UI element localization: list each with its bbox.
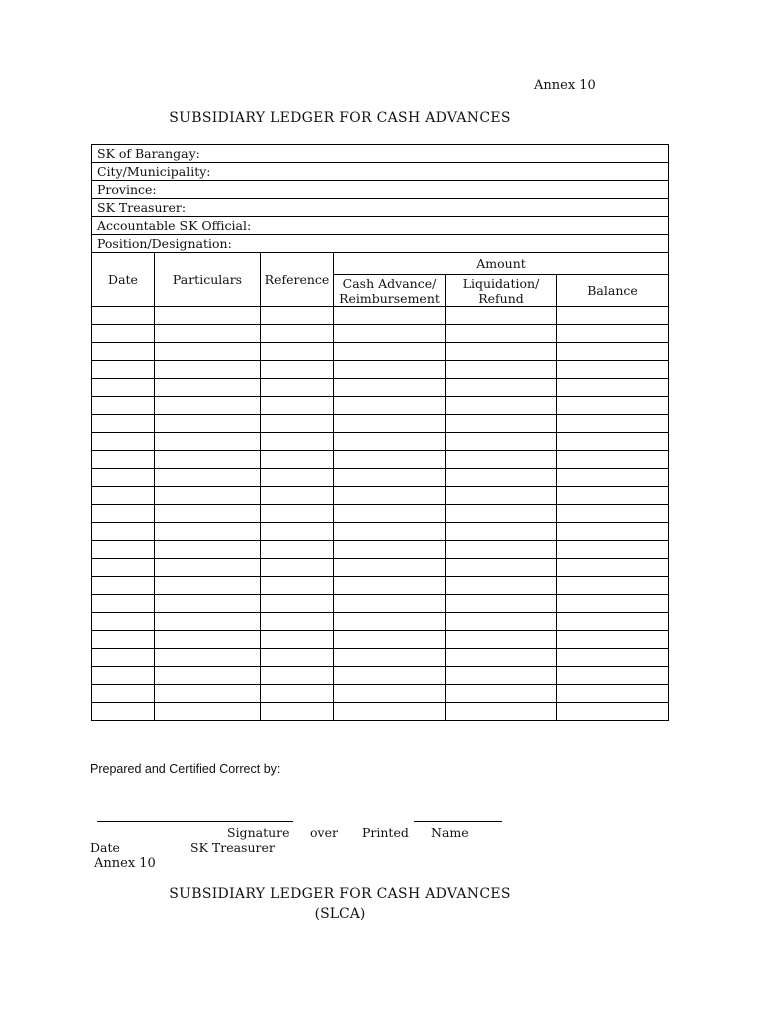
cell-date[interactable] xyxy=(92,415,155,433)
cell-date[interactable] xyxy=(92,451,155,469)
col-header-cash-advance xyxy=(334,275,446,307)
signature-label: Signature xyxy=(227,825,290,840)
col-header-balance: Balance xyxy=(557,275,669,307)
cell-particulars[interactable] xyxy=(155,613,261,631)
page-title-bottom: SUBSIDIARY LEDGER FOR CASH ADVANCES xyxy=(169,886,511,902)
cell-cash-advance[interactable] xyxy=(334,505,446,523)
cell-particulars[interactable] xyxy=(155,307,261,325)
table-row xyxy=(92,307,669,325)
col-header-particulars: Particulars xyxy=(155,253,261,307)
cell-reference[interactable] xyxy=(261,577,334,595)
cell-balance[interactable] xyxy=(557,433,669,451)
cell-date[interactable] xyxy=(92,523,155,541)
cell-liquidation[interactable] xyxy=(446,469,557,487)
cell-cash-advance[interactable] xyxy=(334,559,446,577)
cell-date[interactable] xyxy=(92,379,155,397)
info-row-treasurer xyxy=(92,199,669,217)
cell-cash-advance[interactable] xyxy=(334,397,446,415)
table-row xyxy=(92,343,669,361)
cell-cash-advance[interactable] xyxy=(334,307,446,325)
header-row-1 xyxy=(92,253,669,275)
cell-balance[interactable] xyxy=(557,379,669,397)
info-row-barangay xyxy=(92,145,669,163)
cell-reference[interactable] xyxy=(261,343,334,361)
cell-reference[interactable] xyxy=(261,649,334,667)
cell-cash-advance[interactable] xyxy=(334,343,446,361)
table-row xyxy=(92,469,669,487)
cell-liquidation[interactable] xyxy=(446,703,557,721)
cell-particulars[interactable] xyxy=(155,505,261,523)
cell-date[interactable] xyxy=(92,595,155,613)
cell-date[interactable] xyxy=(92,469,155,487)
page-subtitle-bottom: (SLCA) xyxy=(314,906,366,922)
cell-date[interactable] xyxy=(92,613,155,631)
col-group-amount: Amount xyxy=(334,253,669,275)
cell-particulars[interactable] xyxy=(155,667,261,685)
cell-cash-advance[interactable] xyxy=(334,541,446,559)
cell-cash-advance[interactable] xyxy=(334,379,446,397)
cell-cash-advance[interactable] xyxy=(334,613,446,631)
cell-reference[interactable] xyxy=(261,523,334,541)
cell-particulars[interactable] xyxy=(155,541,261,559)
cell-liquidation[interactable] xyxy=(446,307,557,325)
cell-particulars[interactable] xyxy=(155,433,261,451)
info-row-position xyxy=(92,235,669,253)
date-label: Date xyxy=(90,840,120,855)
cell-balance[interactable] xyxy=(557,469,669,487)
date-line xyxy=(414,811,502,822)
cell-cash-advance[interactable] xyxy=(334,361,446,379)
cell-liquidation[interactable] xyxy=(446,379,557,397)
info-label-city[interactable]: City/Municipality: xyxy=(92,163,669,181)
info-label-treasurer[interactable]: SK Treasurer: xyxy=(92,199,669,217)
cell-reference[interactable] xyxy=(261,469,334,487)
cell-particulars[interactable] xyxy=(155,703,261,721)
table-row xyxy=(92,379,669,397)
cell-particulars[interactable] xyxy=(155,451,261,469)
table-row xyxy=(92,577,669,595)
table-row xyxy=(92,595,669,613)
col-header-liquidation xyxy=(446,275,557,307)
cell-date[interactable] xyxy=(92,667,155,685)
cell-liquidation[interactable] xyxy=(446,487,557,505)
cell-balance[interactable] xyxy=(557,595,669,613)
table-row xyxy=(92,541,669,559)
cell-balance[interactable] xyxy=(557,505,669,523)
cell-particulars[interactable] xyxy=(155,415,261,433)
sk-treasurer-label: SK Treasurer xyxy=(190,840,275,855)
cell-balance[interactable] xyxy=(557,361,669,379)
cell-liquidation[interactable] xyxy=(446,325,557,343)
name-label: Name xyxy=(431,825,469,840)
cell-liquidation[interactable] xyxy=(446,613,557,631)
cell-particulars[interactable] xyxy=(155,487,261,505)
table-row xyxy=(92,559,669,577)
cell-particulars[interactable] xyxy=(155,397,261,415)
cell-particulars[interactable] xyxy=(155,361,261,379)
cell-balance[interactable] xyxy=(557,451,669,469)
cell-balance[interactable] xyxy=(557,541,669,559)
cell-particulars[interactable] xyxy=(155,649,261,667)
cell-balance[interactable] xyxy=(557,523,669,541)
table-row xyxy=(92,523,669,541)
table-row xyxy=(92,397,669,415)
cell-liquidation[interactable] xyxy=(446,451,557,469)
cash-advance-line1: Cash Advance/ xyxy=(342,275,437,291)
table-row xyxy=(92,487,669,505)
table-row xyxy=(92,613,669,631)
cell-balance[interactable] xyxy=(557,631,669,649)
cell-liquidation[interactable] xyxy=(446,667,557,685)
cell-balance[interactable] xyxy=(557,559,669,577)
cell-cash-advance[interactable] xyxy=(334,667,446,685)
cell-liquidation[interactable] xyxy=(446,541,557,559)
cell-cash-advance[interactable] xyxy=(334,523,446,541)
cell-cash-advance[interactable] xyxy=(334,451,446,469)
cell-reference[interactable] xyxy=(261,667,334,685)
cell-cash-advance[interactable] xyxy=(334,325,446,343)
cell-particulars[interactable] xyxy=(155,523,261,541)
cell-particulars[interactable] xyxy=(155,469,261,487)
page-title xyxy=(0,110,680,126)
cell-date[interactable] xyxy=(92,685,155,703)
annex-label: Annex 10 xyxy=(534,78,596,93)
cell-reference[interactable] xyxy=(261,613,334,631)
table-row xyxy=(92,451,669,469)
table-row xyxy=(92,361,669,379)
cell-particulars[interactable] xyxy=(155,685,261,703)
cell-reference[interactable] xyxy=(261,451,334,469)
cell-date[interactable] xyxy=(92,361,155,379)
cell-particulars[interactable] xyxy=(155,559,261,577)
info-row-city xyxy=(92,163,669,181)
cell-date[interactable] xyxy=(92,343,155,361)
cell-liquidation[interactable] xyxy=(446,631,557,649)
cell-particulars[interactable] xyxy=(155,343,261,361)
cell-reference[interactable] xyxy=(261,325,334,343)
ledger-table xyxy=(91,144,669,721)
cell-reference[interactable] xyxy=(261,505,334,523)
cell-liquidation[interactable] xyxy=(446,649,557,667)
cell-date[interactable] xyxy=(92,505,155,523)
cell-date[interactable] xyxy=(92,541,155,559)
col-header-date: Date xyxy=(92,253,155,307)
cell-balance[interactable] xyxy=(557,307,669,325)
table-row xyxy=(92,631,669,649)
info-row-official xyxy=(92,217,669,235)
cell-liquidation[interactable] xyxy=(446,595,557,613)
table-row xyxy=(92,433,669,451)
liquidation-line2: Refund xyxy=(478,290,524,306)
cell-reference[interactable] xyxy=(261,631,334,649)
signature-line xyxy=(97,811,293,822)
cell-balance[interactable] xyxy=(557,577,669,595)
cell-liquidation[interactable] xyxy=(446,523,557,541)
cell-cash-advance[interactable] xyxy=(334,631,446,649)
cell-cash-advance[interactable] xyxy=(334,685,446,703)
cell-cash-advance[interactable] xyxy=(334,703,446,721)
cell-cash-advance[interactable] xyxy=(334,433,446,451)
cell-balance[interactable] xyxy=(557,703,669,721)
cell-liquidation[interactable] xyxy=(446,415,557,433)
table-row xyxy=(92,505,669,523)
cell-balance[interactable] xyxy=(557,685,669,703)
cell-date[interactable] xyxy=(92,703,155,721)
cell-particulars[interactable] xyxy=(155,325,261,343)
cell-liquidation[interactable] xyxy=(446,397,557,415)
cell-reference[interactable] xyxy=(261,685,334,703)
printed-label: Printed xyxy=(362,825,409,840)
cell-liquidation[interactable] xyxy=(446,343,557,361)
cell-cash-advance[interactable] xyxy=(334,487,446,505)
cell-reference[interactable] xyxy=(261,415,334,433)
table-row xyxy=(92,415,669,433)
cell-reference[interactable] xyxy=(261,541,334,559)
cell-balance[interactable] xyxy=(557,397,669,415)
cell-liquidation[interactable] xyxy=(446,505,557,523)
cell-cash-advance[interactable] xyxy=(334,415,446,433)
info-label-barangay[interactable]: SK of Barangay: xyxy=(92,145,669,163)
info-label-official[interactable]: Accountable SK Official: xyxy=(92,217,669,235)
cell-particulars[interactable] xyxy=(155,595,261,613)
cell-balance[interactable] xyxy=(557,325,669,343)
cell-reference[interactable] xyxy=(261,703,334,721)
cell-reference[interactable] xyxy=(261,361,334,379)
cell-cash-advance[interactable] xyxy=(334,577,446,595)
cell-balance[interactable] xyxy=(557,613,669,631)
cell-particulars[interactable] xyxy=(155,379,261,397)
cell-liquidation[interactable] xyxy=(446,361,557,379)
cell-date[interactable] xyxy=(92,325,155,343)
cell-date[interactable] xyxy=(92,559,155,577)
table-row xyxy=(92,685,669,703)
cell-reference[interactable] xyxy=(261,433,334,451)
cell-liquidation[interactable] xyxy=(446,559,557,577)
page-title-text: SUBSIDIARY LEDGER FOR CASH ADVANCES xyxy=(169,110,511,126)
table-row xyxy=(92,325,669,343)
cell-reference[interactable] xyxy=(261,559,334,577)
cell-reference[interactable] xyxy=(261,379,334,397)
cell-cash-advance[interactable] xyxy=(334,649,446,667)
cell-liquidation[interactable] xyxy=(446,577,557,595)
cell-reference[interactable] xyxy=(261,595,334,613)
cell-cash-advance[interactable] xyxy=(334,595,446,613)
cell-cash-advance[interactable] xyxy=(334,469,446,487)
cell-date[interactable] xyxy=(92,397,155,415)
info-row-province xyxy=(92,181,669,199)
table-row xyxy=(92,649,669,667)
cell-date[interactable] xyxy=(92,433,155,451)
liquidation-line1: Liquidation/ xyxy=(462,275,540,291)
cash-advance-line2: Reimbursement xyxy=(339,290,440,306)
cell-liquidation[interactable] xyxy=(446,685,557,703)
info-label-position[interactable]: Position/Designation: xyxy=(92,235,669,253)
info-label-province[interactable]: Province: xyxy=(92,181,669,199)
cell-balance[interactable] xyxy=(557,343,669,361)
cell-date[interactable] xyxy=(92,577,155,595)
table-row xyxy=(92,667,669,685)
col-header-reference: Reference xyxy=(261,253,334,307)
cell-balance[interactable] xyxy=(557,667,669,685)
cell-particulars[interactable] xyxy=(155,631,261,649)
cell-reference[interactable] xyxy=(261,307,334,325)
cell-date[interactable] xyxy=(92,631,155,649)
cell-liquidation[interactable] xyxy=(446,433,557,451)
table-row xyxy=(92,703,669,721)
cell-particulars[interactable] xyxy=(155,577,261,595)
cell-date[interactable] xyxy=(92,307,155,325)
prepared-by-label: Prepared and Certified Correct by: xyxy=(90,762,281,776)
annex-label-bottom: Annex 10 xyxy=(94,856,156,871)
cell-date[interactable] xyxy=(92,649,155,667)
cell-balance[interactable] xyxy=(557,649,669,667)
over-label: over xyxy=(310,825,338,840)
cell-balance[interactable] xyxy=(557,415,669,433)
cell-date[interactable] xyxy=(92,487,155,505)
cell-balance[interactable] xyxy=(557,487,669,505)
cell-reference[interactable] xyxy=(261,397,334,415)
cell-reference[interactable] xyxy=(261,487,334,505)
